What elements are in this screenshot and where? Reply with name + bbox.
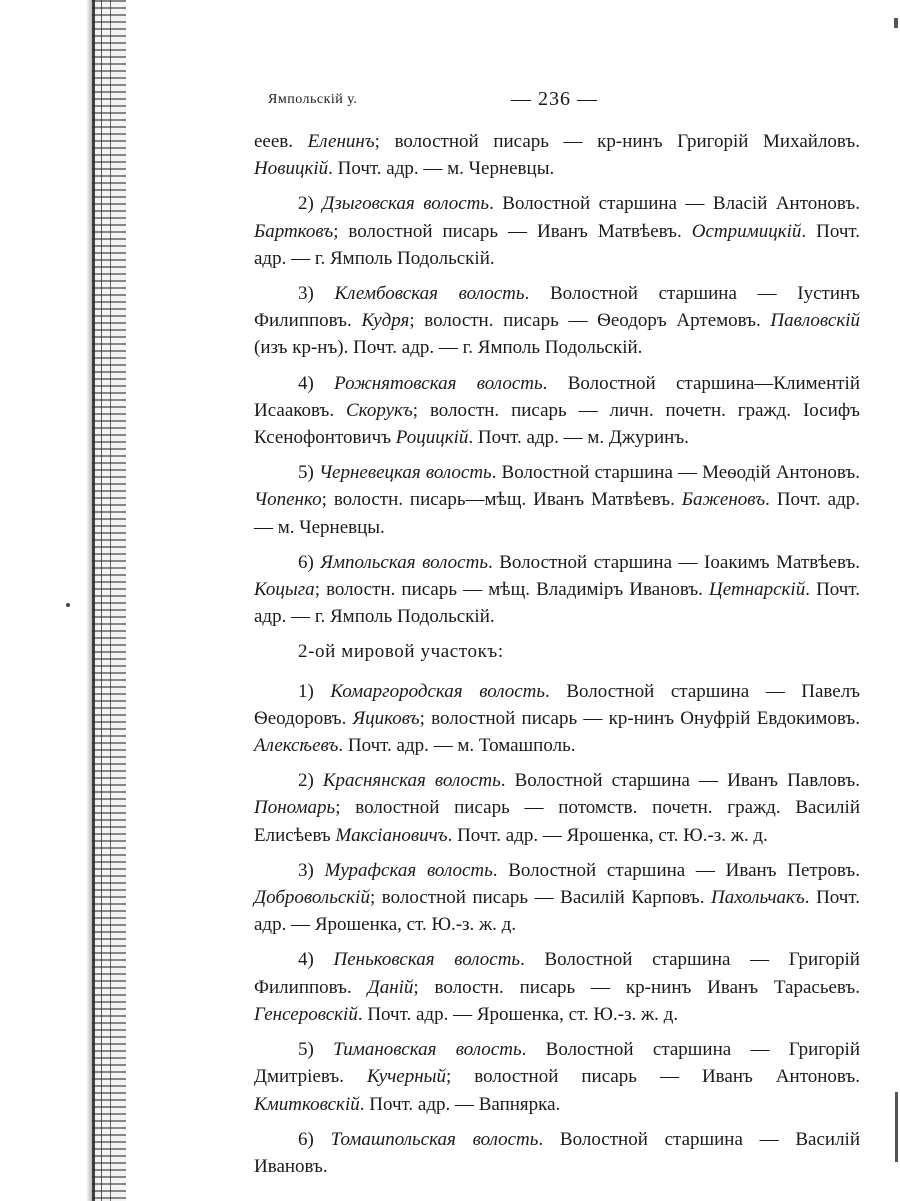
text-run: 2) bbox=[298, 770, 323, 792]
italic-name: Остримицкій bbox=[691, 220, 802, 242]
text-run: 5) bbox=[298, 462, 319, 484]
italic-name: Новицкій bbox=[254, 158, 329, 180]
text-run: . Почт. адр. — м. Томашполь. bbox=[338, 735, 576, 757]
text-run: 6) bbox=[298, 1128, 331, 1150]
text-run: . Почт. адр. — м. Джуринъ. bbox=[468, 427, 689, 449]
text-run: . Волостной старшина — Иванъ Павловъ. bbox=[500, 770, 860, 792]
text-run: 3) bbox=[298, 283, 335, 305]
text-run: 2) bbox=[298, 193, 323, 215]
text-run: . Волостной старшина — Григорій Филипповъ. bbox=[254, 949, 860, 998]
italic-name: Максіановичъ bbox=[335, 824, 448, 846]
section-heading bbox=[254, 638, 860, 665]
volost-entry bbox=[254, 1126, 860, 1180]
text-run: . Почт. адр. — Вапнярка. bbox=[359, 1093, 561, 1115]
text-run: ; волостн. писарь — кр-нинъ Иванъ Тарасьевъ. bbox=[413, 976, 860, 998]
italic-name: Еленинъ bbox=[307, 131, 375, 152]
text-run: . Волостной старшина — Григорій Дмитріевъ. bbox=[254, 1039, 860, 1088]
italic-name: Баженовъ bbox=[681, 489, 766, 511]
text-run: . Волостной старшина — Іоакимъ Матвѣевъ. bbox=[487, 551, 861, 573]
italic-name: Комаргородская волость bbox=[330, 680, 546, 702]
text-run: ; волостной писарь — Василій Карповъ. bbox=[369, 887, 712, 909]
italic-name: Дзыговская волость bbox=[322, 193, 490, 215]
text-run: . Почт. адр. — г. Ямполь Подольскій. bbox=[254, 220, 861, 269]
text-run: ; волостн. писарь — мѣщ. Владиміръ Ивановъ. bbox=[314, 579, 710, 601]
volost-entry bbox=[254, 549, 860, 631]
text-run: . Волостной старшина—Климентій Исааковъ. bbox=[254, 372, 860, 421]
italic-name: Краснянская волость bbox=[322, 770, 501, 792]
scan-binding-edge bbox=[92, 0, 126, 1201]
italic-name: Тимановская волость bbox=[333, 1039, 522, 1061]
italic-name: Добровольскій bbox=[254, 887, 370, 909]
text-run: ; волостн. писарь — Ѳеодоръ Артемовъ. bbox=[409, 310, 771, 332]
volost-entry bbox=[254, 946, 860, 1028]
italic-name: Черневецкая волость bbox=[318, 462, 492, 484]
italic-name: Пономарь bbox=[254, 797, 336, 819]
page-header bbox=[268, 88, 860, 116]
text-run: 4) bbox=[298, 949, 334, 971]
italic-name: Томашпольская волость bbox=[330, 1128, 539, 1150]
text-run: ; волостной писарь — потомств. почетн. гражд. Василій Елисѣевъ bbox=[254, 797, 860, 846]
italic-name: Коцыга bbox=[254, 579, 315, 601]
text-run: (изъ кр-нъ). Почт. адр. — г. Ямполь Подольскій. bbox=[254, 337, 643, 359]
italic-name: Роцицкій bbox=[395, 427, 469, 449]
text-run: . Волостной старшина — Іустинъ Филипповъ. bbox=[254, 283, 861, 332]
italic-name: Ямпольская волость bbox=[320, 551, 488, 573]
text-run: 5) bbox=[298, 1039, 334, 1061]
text-run: . Почт. адр. — Ярошенка, ст. Ю.-з. ж. д. bbox=[447, 824, 768, 846]
italic-name: Павловскій bbox=[770, 310, 860, 332]
italic-name: Кудря bbox=[361, 310, 410, 332]
italic-name: Алексѣевъ bbox=[254, 735, 339, 757]
italic-name: Скорукъ bbox=[346, 399, 413, 421]
italic-name: Яциковъ bbox=[352, 707, 420, 729]
text-run: 4) bbox=[298, 372, 335, 394]
text-run: 1) bbox=[298, 680, 331, 702]
volost-entry bbox=[254, 1036, 860, 1118]
italic-name: Бартковъ bbox=[254, 220, 334, 242]
text-run: 2-ой мировой участокъ: bbox=[298, 641, 504, 663]
volost-entry bbox=[254, 459, 860, 541]
text-run: . Почт. адр. — м. Черневцы. bbox=[328, 158, 555, 180]
continued-paragraph bbox=[254, 128, 860, 182]
text-run: . Почт. адр. — м. Черневцы. bbox=[254, 489, 860, 538]
italic-name: Пеньковская волость bbox=[333, 949, 521, 971]
document-body bbox=[254, 128, 860, 1188]
text-run: . Почт. адр. — Ярошенка, ст. Ю.-з. ж. д. bbox=[357, 1003, 679, 1025]
volost-entry bbox=[254, 370, 860, 452]
volost-entry bbox=[254, 190, 860, 272]
italic-name: Кучерный bbox=[366, 1066, 446, 1088]
text-run: . Волостной старшина — Василій Ивановъ. bbox=[254, 1128, 861, 1177]
italic-name: Пахольчакъ bbox=[711, 887, 805, 909]
italic-name: Чопенко bbox=[254, 489, 322, 511]
text-run: ; волостной писарь — кр-нинъ Онуфрій Евдокимовъ. bbox=[419, 707, 860, 729]
italic-name: Мурафская волость bbox=[324, 859, 493, 881]
italic-name: Клембовская волость bbox=[334, 283, 525, 305]
text-run: ; волостной писарь — кр-нинъ Григорій Михайловъ. bbox=[374, 131, 860, 152]
text-run: 6) bbox=[298, 551, 321, 573]
italic-name: Генсеровскій bbox=[254, 1003, 358, 1025]
text-run: . Волостной старшина — Иванъ Петровъ. bbox=[492, 859, 860, 881]
scan-edge-mark bbox=[895, 1092, 898, 1162]
text-run: . Волостной старшина — Власій Антоновъ. bbox=[489, 193, 861, 215]
volost-entry bbox=[254, 280, 860, 362]
text-run: ; волостной писарь — Иванъ Матвѣевъ. bbox=[333, 220, 692, 242]
running-head: Ямпольскій у. bbox=[268, 92, 358, 107]
volost-entry bbox=[254, 767, 860, 849]
text-run: 3) bbox=[298, 859, 325, 881]
volost-entry bbox=[254, 678, 860, 760]
italic-name: Рожнятовская волость bbox=[334, 372, 543, 394]
text-run: еeев. bbox=[254, 131, 308, 152]
italic-name: Кмитковскій bbox=[254, 1093, 360, 1115]
text-run: . Почт. адр. — г. Ямполь Подольскій. bbox=[254, 579, 860, 628]
text-run: . Волостной старшина — Меѳодій Антоновъ. bbox=[491, 462, 861, 484]
volost-entry bbox=[254, 857, 860, 939]
text-run: . Волостной старшина — Павелъ Ѳеодоровъ. bbox=[254, 680, 861, 729]
italic-name: Цетнарскій bbox=[709, 579, 806, 601]
scan-edge-mark bbox=[894, 18, 898, 28]
text-run: ; волостн. писарь—мѣщ. Иванъ Матвѣевъ. bbox=[321, 489, 682, 511]
text-run: ; волостной писарь — Иванъ Антоновъ. bbox=[446, 1066, 860, 1088]
italic-name: Даній bbox=[367, 976, 414, 998]
scan-speck bbox=[66, 603, 70, 607]
text-run: . Почт. адр. — Ярошенка, ст. Ю.-з. ж. д. bbox=[254, 887, 860, 936]
page-number: — 236 — bbox=[511, 88, 598, 110]
text-run: ; волостн. писарь — личн. почетн. гражд. Іосифъ Ксенофонтовичъ bbox=[254, 399, 860, 449]
